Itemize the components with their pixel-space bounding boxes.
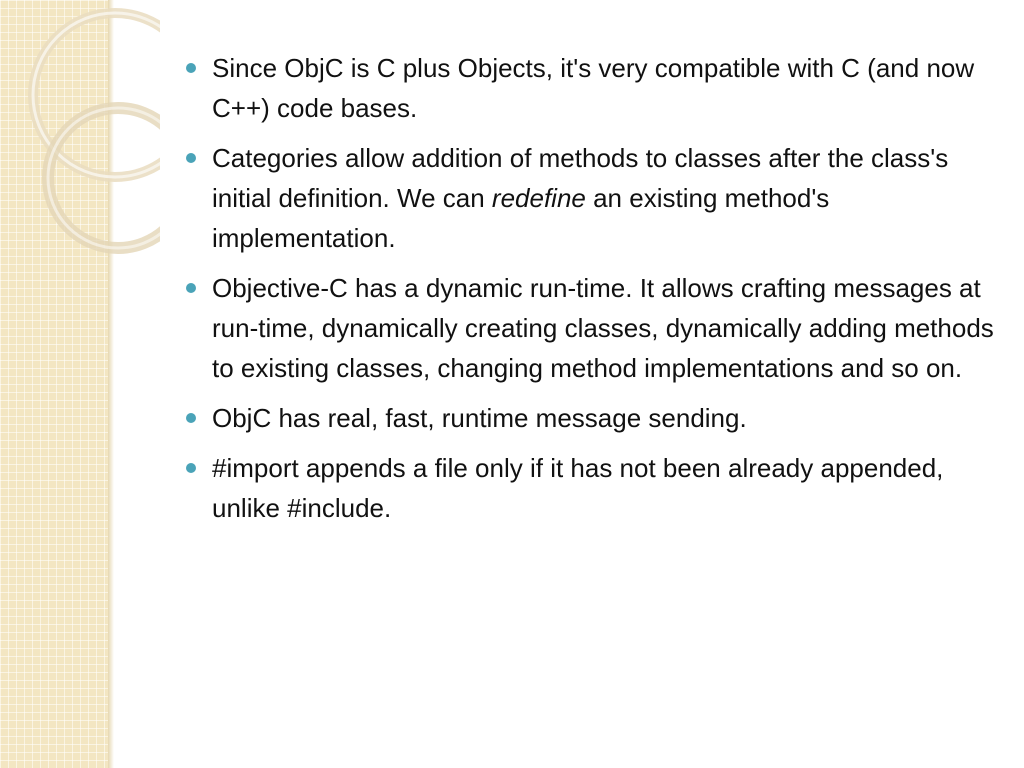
bullet-item <box>184 448 994 528</box>
bullet-text: Since ObjC is C plus Objects, it's very compatible with C (and now C++) code bases. <box>212 53 975 123</box>
bullet-item <box>184 398 994 438</box>
dot-bullet-icon <box>186 153 196 163</box>
bullet-text-emphasis: redefine <box>491 183 586 213</box>
dot-bullet-icon <box>186 463 196 473</box>
bullet-item <box>184 48 994 128</box>
bullet-text-part: an existing method's implementation. <box>212 183 830 253</box>
ring-decoration-icon <box>0 0 160 300</box>
dot-bullet-icon <box>186 63 196 73</box>
bullet-text: Objective-C has a dynamic run-time. It allows crafting messages at run-time, dynamically creating classes, dynamically adding methods to existing classes, changing method implementations and so on. <box>212 273 994 383</box>
dot-bullet-icon <box>186 283 196 293</box>
bullet-list <box>184 48 994 528</box>
bullet-text <box>212 143 948 253</box>
slide-content <box>184 48 994 538</box>
bullet-item <box>184 268 994 388</box>
bullet-item <box>184 138 994 258</box>
bullet-text: #import appends a file only if it has not been already appended, unlike #include. <box>212 453 944 523</box>
bullet-text: ObjC has real, fast, runtime message sending. <box>212 403 747 433</box>
dot-bullet-icon <box>186 413 196 423</box>
bullet-text-part: Categories allow addition of methods to classes after the class's initial definition. We can <box>212 143 949 213</box>
